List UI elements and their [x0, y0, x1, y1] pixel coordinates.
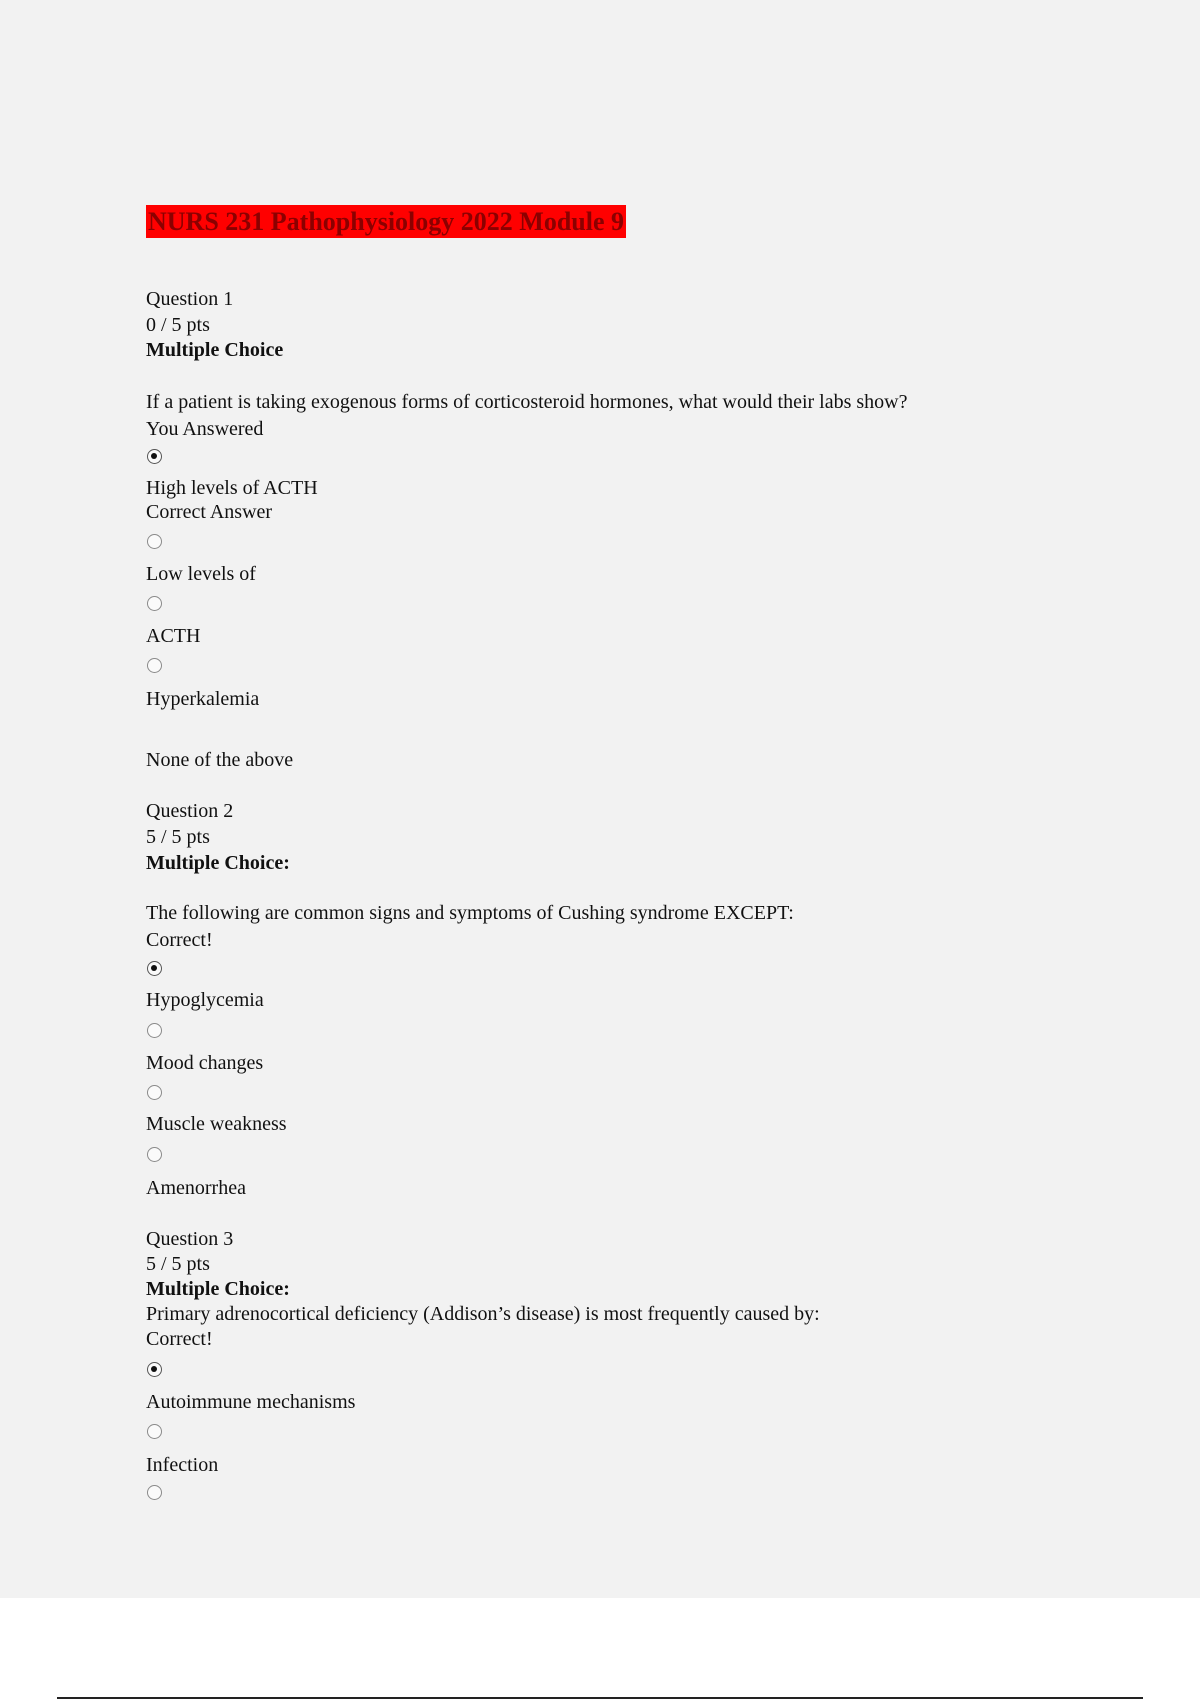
question-3-option-a-radio[interactable] — [147, 1362, 162, 1377]
question-3-correct: Correct! — [146, 1328, 213, 1350]
question-1-option-a-radio[interactable] — [147, 449, 162, 464]
question-3-type: Multiple Choice: — [146, 1278, 290, 1300]
footer-divider — [57, 1697, 1143, 1699]
question-2-option-d-radio[interactable] — [147, 1147, 162, 1162]
question-2-option-a-radio[interactable] — [147, 961, 162, 976]
question-2-label: Question 2 — [146, 800, 234, 822]
question-2-type: Multiple Choice: — [146, 852, 290, 874]
question-2-correct: Correct! — [146, 929, 213, 951]
question-1-correct-answer: Correct Answer — [146, 501, 273, 523]
question-1-option-b-label-line2: ACTH — [146, 625, 201, 647]
question-2-option-a-label: Hypoglycemia — [146, 989, 264, 1011]
question-1-you-answered: You Answered — [146, 418, 264, 440]
question-3-option-b-label: Infection — [146, 1454, 219, 1476]
question-2-points: 5 / 5 pts — [146, 826, 210, 848]
question-1-option-b-extra-radio[interactable] — [147, 596, 162, 611]
question-3-label: Question 3 — [146, 1228, 234, 1250]
question-2-option-b-label: Mood changes — [146, 1052, 264, 1074]
question-1-option-c-radio[interactable] — [147, 658, 162, 673]
question-3-prompt: Primary adrenocortical deficiency (Addison’s disease) is most frequently caused by: — [146, 1303, 820, 1325]
question-1-prompt: If a patient is taking exogenous forms of corticosteroid hormones, what would their labs show? — [146, 391, 908, 413]
page-footer-band — [0, 1598, 1200, 1700]
question-1-option-b-radio[interactable] — [147, 534, 162, 549]
question-3-option-a-label: Autoimmune mechanisms — [146, 1391, 356, 1413]
question-1-option-d-label: None of the above — [146, 749, 294, 771]
question-3-option-b-radio[interactable] — [147, 1424, 162, 1439]
question-2-option-c-radio[interactable] — [147, 1085, 162, 1100]
question-1-option-a-label: High levels of ACTH — [146, 477, 318, 499]
question-1-points: 0 / 5 pts — [146, 314, 210, 336]
question-1-option-b-label-line1: Low levels of — [146, 563, 256, 585]
question-2-option-c-label: Muscle weakness — [146, 1113, 287, 1135]
question-1-label: Question 1 — [146, 288, 234, 310]
question-2-option-b-radio[interactable] — [147, 1023, 162, 1038]
question-2-option-d-label: Amenorrhea — [146, 1177, 246, 1199]
page-title: NURS 231 Pathophysiology 2022 Module 9 — [148, 207, 624, 236]
question-1-type: Multiple Choice — [146, 339, 284, 361]
question-3-option-c-radio[interactable] — [147, 1485, 162, 1500]
question-2-prompt: The following are common signs and symptoms of Cushing syndrome EXCEPT: — [146, 902, 794, 924]
question-3-points: 5 / 5 pts — [146, 1253, 210, 1275]
question-1-option-c-label: Hyperkalemia — [146, 688, 260, 710]
